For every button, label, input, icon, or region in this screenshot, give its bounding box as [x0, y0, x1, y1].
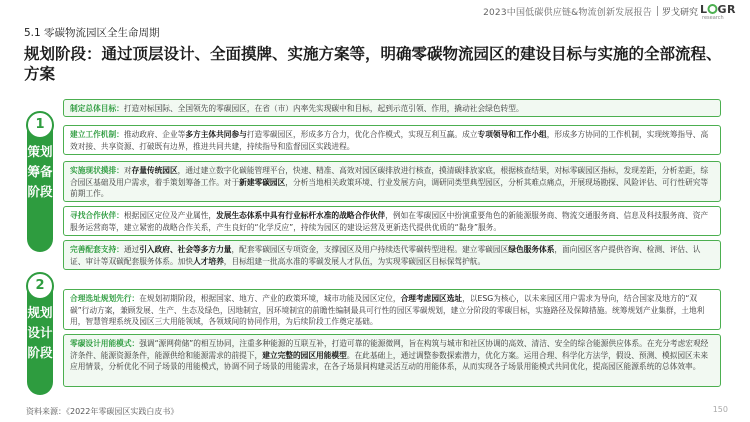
svg-text:GR: GR — [717, 3, 736, 16]
card-partners: 寻找合作伙伴：根据园区定位及产业属性，发展生态体系中具有行业标杆水准的战略合作伙伴，例如在零碳园区中扮演重要角色的新能源服务商、物流交通服务商、信息及科技服务商、资产服务运营商等，建立紧密的战略合作关系，产生良好的“化学反应”，持续为园区的建设运营及更新迭代提供优质的“黏身”服务。 — [63, 206, 721, 236]
header-divider — [657, 6, 658, 16]
report-title: 2023中国低碳供应链&物流创新发展报告 — [483, 8, 652, 18]
brand-name: 罗戈研究 — [661, 8, 698, 18]
stage-2-label: 规划设计阶段 — [27, 305, 53, 360]
card-goal: 制定总体目标：打造对标国际、全国领先的零碳园区，在省（市）内率先实现碳中和目标，起到示范引领、作用，撬动社会绿色转型。 — [63, 99, 721, 117]
card-mechanism: 建立工作机制：推动政府、企业等多方主体共同参与打造零碳园区，形成多方合力，优化合作模式，实现互利互赢。成立专项领导和工作小组，形成多方协同的工作机制，实现统筹指导、高效对接、共享资源、打破既有边界，推进共同共建，持续指导和监督园区实践进程。 — [63, 125, 721, 155]
page-heading: 规划阶段：通过顶层设计、全面摸牌、实施方案等，明确零碳物流园区的建设目标与实施的全部流程、方案 — [24, 45, 722, 83]
card-status-survey: 实施现状摸排：对存量传统园区，通过建立数字化碳能管理平台，快速、精准、高效对园区碳排放进行核查，摸清碳排放家底，根据核查结果，对标零碳园区指标，发现差距，分析差距，综合园区基础及用户需求，着手策划筹备工作。对于新建零碳园区，分析当地相关政策环境、行业发展方向，调研同类型典型园区，分析其难点痛点，开展现场勘探、风险评估、可行性研究等前期工作。 — [63, 161, 721, 202]
card-energy-model: 零碳设计用能模式：强调“源网荷储”的相互协同，注重多种能源的互联互补，打造可靠的能源微网，旨在构筑与城市和社区协调的高效、清洁、安全的综合能源供应体系。在充分考虑宏观经济条件、能源资源条件，能源供给和能源需求的前提下，建立完整的园区用能模型。在此基础上，通过调整参数探索潜力，优化方案。运用合理、科学化方法学，假设、预测、模拟园区未来应用情景，分析优化不同子场景的用能模式，协调不同子场景的用能需求，在各子场景间构建灵活互动的用能体系，从而实现各子场景用能模式共同优化，提高园区能源系统的总体效率。 — [63, 334, 721, 387]
stage-2-bar — [27, 273, 53, 395]
page-number: 150 — [712, 405, 728, 414]
logr-logo — [700, 2, 744, 20]
source-note: 资料来源：《2022年零碳园区实践白皮书》 — [26, 407, 179, 416]
stage-1-bar — [27, 112, 53, 252]
card-support: 完善配套支持：通过引入政府、社会等多方力量，配套零碳园区专项资金，支撑园区及用户持续迭代零碳转型进程。建立零碳园区绿色服务体系，面向园区客户提供咨询、检测、评估、认证、审计等双碳配套服务体系。加快人才培养，目标组建一批高水准的零碳发展人才队伍，为实现零碳园区目标保驾护航。 — [63, 240, 721, 270]
top-bar — [0, 0, 750, 22]
stage-1-number: 1 — [26, 111, 54, 139]
card-site-planning: 合理选址规划先行：在规划初期阶段，根据国家、地方、产业的政策环境，城市功能及园区定位，合理考虑园区选址，以ESG为核心，以未来园区用户需求为导向，结合国家及地方的“双碳”行动方案，兼顾发展、生产、生态及绿色，因地制宜，因环境制宜的前瞻性编制最具可行性的园区零碳规划，建立分阶段的零碳目标，实施路径及保障措施。统筹规划产业集群，土地利用，智慧管理系统及园区三大用能领域，各领域间的协同作用，为后续阶段工作奠定基础。 — [63, 289, 721, 330]
stage-1-label: 策划筹备阶段 — [27, 144, 53, 199]
svg-text:research: research — [702, 15, 724, 20]
svg-text:L: L — [700, 3, 708, 16]
section-title: 5.1 零碳物流园区全生命周期 — [24, 27, 160, 39]
stage-2-number: 2 — [26, 272, 54, 300]
